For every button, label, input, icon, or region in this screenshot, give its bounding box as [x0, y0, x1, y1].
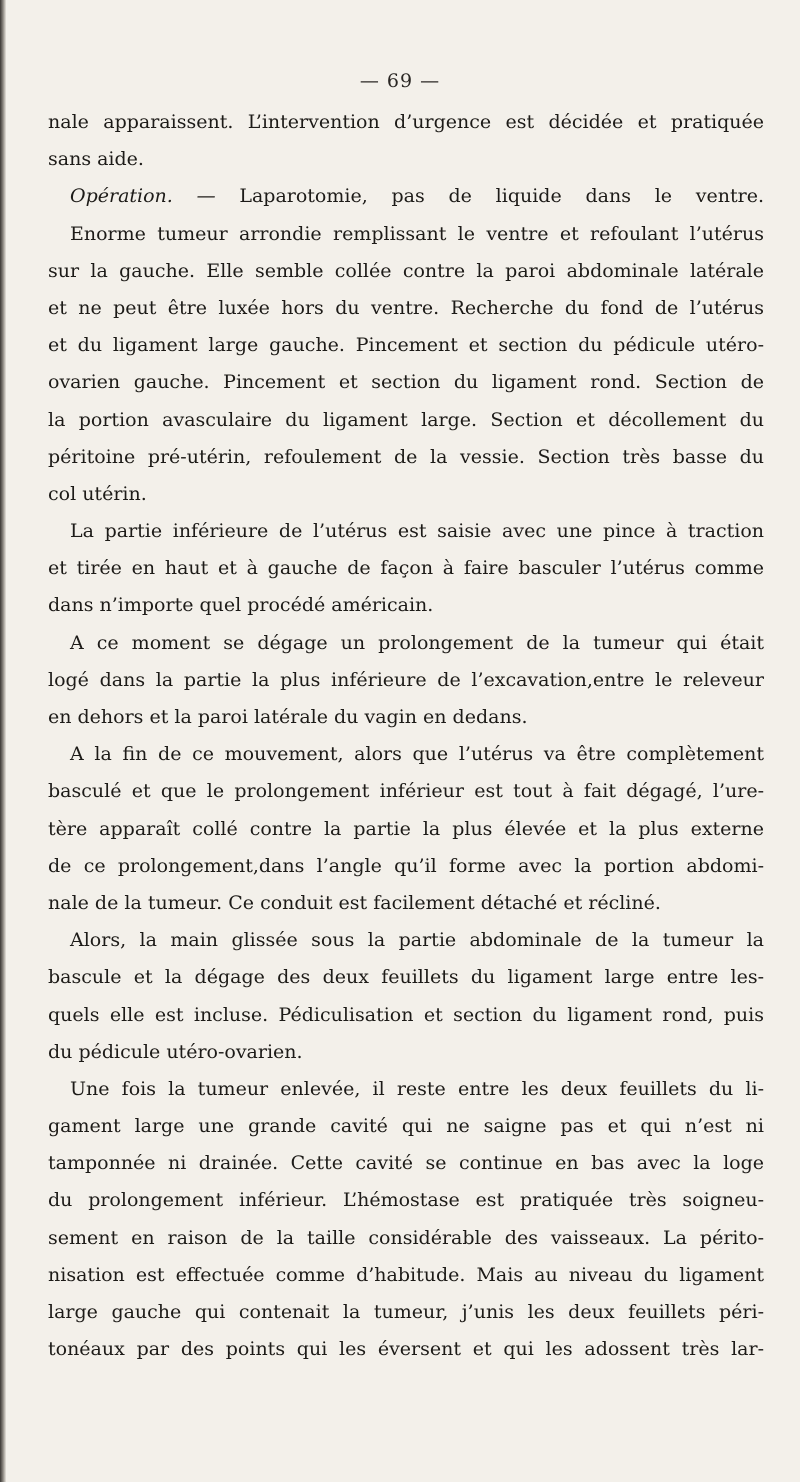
text-line: et du ligament large gauche. Pincement et section du pédicule utéro-: [48, 334, 764, 357]
text-line: sur la gauche. Elle semble collée contre la paroi abdominale latérale: [48, 259, 764, 282]
text-line: La partie inférieure de l’utérus est saisie avec une pince à traction: [70, 520, 764, 543]
text-line: logé dans la partie la plus inférieure de l’excavation,entre le releveur: [48, 668, 764, 691]
text-line: tamponnée ni drainée. Cette cavité se continue en bas avec la loge: [48, 1152, 764, 1175]
operation-heading: Opération. —: [70, 185, 216, 208]
text-line: col utérin.: [48, 482, 147, 505]
text-line: A ce moment se dégage un prolongement de la tumeur qui était: [70, 631, 764, 654]
text-line: Alors, la main glissée sous la partie abdominale de la tumeur la: [70, 929, 764, 952]
text-line: sans aide.: [48, 148, 144, 171]
page-edge: [0, 0, 6, 1482]
text-line: basculé et que le prolongement inférieur est tout à fait dégagé, l’ure-: [48, 780, 764, 803]
text-line: de ce prolongement,dans l’angle qu’il forme avec la portion abdomi-: [48, 854, 764, 877]
text-line: et ne peut être luxée hors du ventre. Recherche du fond de l’utérus: [48, 296, 764, 319]
text-line: Une fois la tumeur enlevée, il reste entre les deux feuillets du li-: [70, 1077, 764, 1100]
text-line: ovarien gauche. Pincement et section du ligament rond. Section de: [48, 371, 764, 394]
page-number: — 69 —: [359, 70, 441, 92]
text-line: gament large une grande cavité qui ne saigne pas et qui n’est ni: [48, 1115, 764, 1138]
text-line: en dehors et la paroi latérale du vagin en dedans.: [48, 706, 528, 728]
text-line: du prolongement inférieur. L’hémostase est pratiquée très soigneu-: [48, 1189, 764, 1212]
text-line: nisation est effectuée comme d’habitude. Mais au niveau du ligament: [48, 1263, 764, 1286]
text-line: du pédicule utéro-ovarien.: [48, 1040, 303, 1063]
text-body: [48, 104, 764, 1368]
text-line: bascule et la dégage des deux feuillets du ligament large entre les-: [48, 966, 764, 989]
text-line-rest: Laparotomie, pas de liquide dans le ventre.: [239, 185, 764, 208]
text-line: et tirée en haut et à gauche de façon à faire basculer l’utérus comme: [48, 557, 764, 580]
text-line: Enorme tumeur arrondie remplissant le ventre et refoulant l’utérus: [70, 222, 764, 245]
text-line: péritoine pré-utérin, refoulement de la vessie. Section très basse du: [48, 445, 764, 468]
text-line: nale apparaissent. L’intervention d’urgence est décidée et pratiquée: [48, 111, 764, 133]
text-line: sement en raison de la taille considérable des vaisseaux. La périto-: [48, 1226, 764, 1249]
text-line: quels elle est incluse. Pédiculisation et section du ligament rond, puis: [48, 1003, 764, 1026]
text-line: nale de la tumeur. Ce conduit est facilement détaché et récliné.: [48, 891, 661, 914]
text-line: dans n’importe quel procédé américain.: [48, 594, 434, 617]
text-line: la portion avasculaire du ligament large. Section et décollement du: [48, 408, 764, 431]
text-line: [48, 178, 764, 215]
text-line: large gauche qui contenait la tumeur, j’unis les deux feuillets péri-: [48, 1301, 764, 1323]
text-line: tère apparaît collé contre la partie la plus élevée et la plus externe: [48, 817, 764, 840]
text-line: tonéaux par des points qui les éversent et qui les adossent très lar-: [48, 1338, 764, 1361]
text-line: A la fin de ce mouvement, alors que l’utérus va être complètement: [70, 743, 764, 766]
